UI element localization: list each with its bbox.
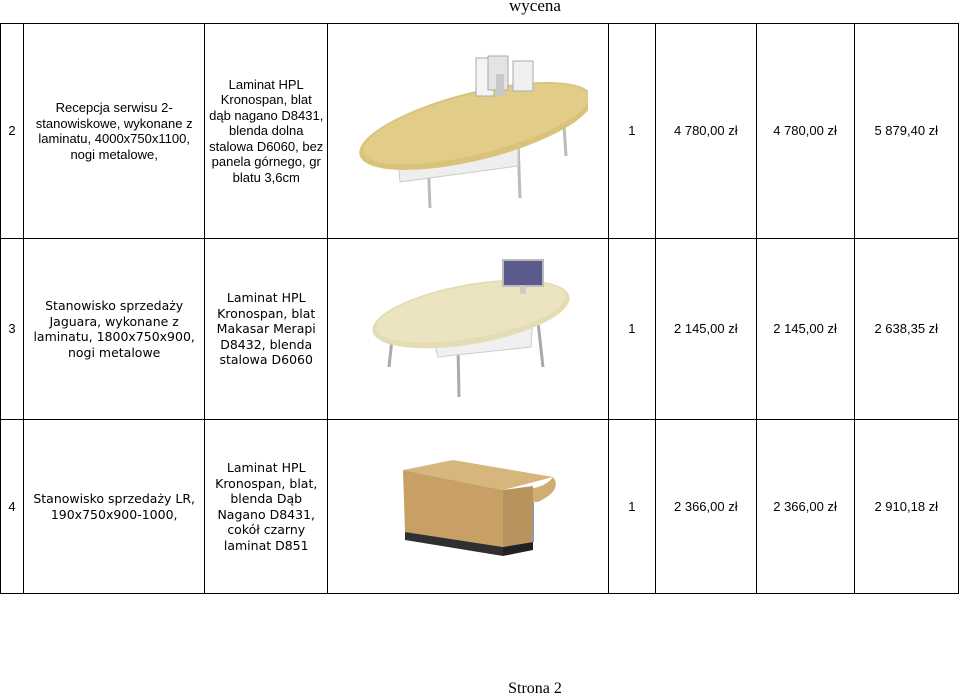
page-footer: Strona 2 xyxy=(508,680,562,697)
quantity: 1 xyxy=(608,24,656,239)
product-image xyxy=(328,239,608,420)
item-description: Recepcja serwisu 2-stanowiskowe, wykonane z laminatu, 4000x750x1100, nogi metalowe, xyxy=(24,24,205,239)
unit-price: 4 780,00 zł xyxy=(656,24,756,239)
item-description: Stanowisko sprzedaży Jaguara, wykonane z laminatu, 1800x750x900, nogi metalowe xyxy=(24,239,205,420)
row-number: 3 xyxy=(1,239,24,420)
net-value: 2 145,00 zł xyxy=(756,239,854,420)
table-row xyxy=(1,24,959,239)
oval-sales-desk-icon xyxy=(363,252,573,407)
product-image xyxy=(328,420,608,594)
item-material: Laminat HPL Kronospan, blat, blenda Dąb Nagano D8431, cokół czarny laminat D851 xyxy=(205,420,328,594)
gross-value: 5 879,40 zł xyxy=(854,24,958,239)
oval-reception-desk-icon xyxy=(348,46,588,216)
gross-value: 2 910,18 zł xyxy=(854,420,958,594)
table-row xyxy=(1,420,959,594)
page-header: wycena xyxy=(509,0,561,15)
table-row xyxy=(1,239,959,420)
item-material: Laminat HPL Kronospan, blat dąb nagano D8431, blenda dolna stalowa D6060, bez panela górnego, gr blatu 3,6cm xyxy=(205,24,328,239)
item-material: Laminat HPL Kronospan, blat Makasar Merapi D8432, blenda stalowa D6060 xyxy=(205,239,328,420)
unit-price: 2 366,00 zł xyxy=(656,420,756,594)
counter-desk-icon xyxy=(373,452,563,562)
product-image xyxy=(328,24,608,239)
net-value: 2 366,00 zł xyxy=(756,420,854,594)
quantity: 1 xyxy=(608,420,656,594)
row-number: 4 xyxy=(1,420,24,594)
gross-value: 2 638,35 zł xyxy=(854,239,958,420)
quote-table xyxy=(0,23,959,594)
net-value: 4 780,00 zł xyxy=(756,24,854,239)
quantity: 1 xyxy=(608,239,656,420)
item-description: Stanowisko sprzedaży LR, 190x750x900-1000, xyxy=(24,420,205,594)
row-number: 2 xyxy=(1,24,24,239)
unit-price: 2 145,00 zł xyxy=(656,239,756,420)
